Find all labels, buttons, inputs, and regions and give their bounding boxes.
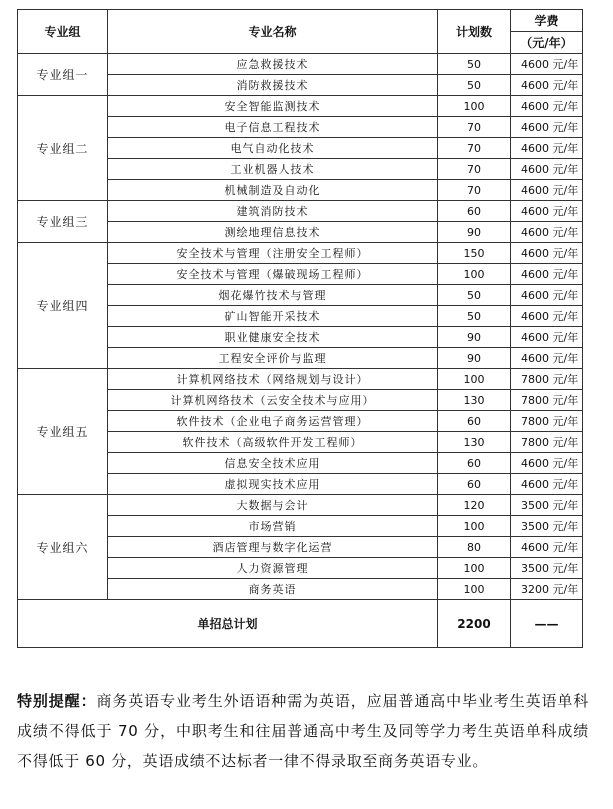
major-name-cell: 商务英语 (108, 579, 438, 600)
fee-cell: 7800 元/年 (511, 390, 583, 411)
fee-cell: 4600 元/年 (511, 243, 583, 264)
quota-cell: 50 (438, 75, 511, 96)
quota-cell: 90 (438, 222, 511, 243)
fee-cell: 4600 元/年 (511, 474, 583, 495)
major-name-cell: 测绘地理信息技术 (108, 222, 438, 243)
major-name-cell: 软件技术（高级软件开发工程师） (108, 432, 438, 453)
fee-cell: 4600 元/年 (511, 222, 583, 243)
fee-cell: 4600 元/年 (511, 201, 583, 222)
quota-cell: 100 (438, 558, 511, 579)
quota-cell: 100 (438, 579, 511, 600)
quota-cell: 120 (438, 495, 511, 516)
major-name-cell: 大数据与会计 (108, 495, 438, 516)
total-row (18, 600, 583, 648)
quota-cell: 90 (438, 348, 511, 369)
fee-cell: 4600 元/年 (511, 327, 583, 348)
fee-cell: 7800 元/年 (511, 369, 583, 390)
notice-text: 商务英语专业考生外语语种需为英语，应届普通高中毕业考生英语单科成绩不得低于 70 分，中职考生和往届普通高中考生及同等学力考生英语单科成绩不得低于 60 分，英语成绩不达标者一律不得录取至商务英语专业。 (17, 692, 589, 770)
major-name-cell: 安全智能监测技术 (108, 96, 438, 117)
major-name-cell: 人力资源管理 (108, 558, 438, 579)
fee-cell: 4600 元/年 (511, 306, 583, 327)
total-label: 单招总计划 (18, 600, 438, 648)
fee-cell: 4600 元/年 (511, 138, 583, 159)
fee-cell: 4600 元/年 (511, 453, 583, 474)
major-name-cell: 矿山智能开采技术 (108, 306, 438, 327)
fee-cell: 4600 元/年 (511, 96, 583, 117)
table-row (18, 201, 583, 222)
notice-label: 特别提醒： (17, 692, 97, 710)
table-row (18, 243, 583, 264)
total-fee: —— (511, 600, 583, 648)
group-name-cell: 专业组四 (18, 243, 108, 369)
table-row (18, 54, 583, 75)
fee-cell: 3200 元/年 (511, 579, 583, 600)
table-row (18, 369, 583, 390)
quota-cell: 150 (438, 243, 511, 264)
header-quota: 计划数 (438, 10, 511, 54)
major-name-cell: 安全技术与管理（注册安全工程师） (108, 243, 438, 264)
major-name-cell: 工程安全评价与监理 (108, 348, 438, 369)
quota-cell: 130 (438, 390, 511, 411)
major-name-cell: 安全技术与管理（爆破现场工程师） (108, 264, 438, 285)
quota-cell: 60 (438, 474, 511, 495)
fee-cell: 7800 元/年 (511, 411, 583, 432)
major-name-cell: 职业健康安全技术 (108, 327, 438, 348)
fee-cell: 4600 元/年 (511, 285, 583, 306)
major-name-cell: 机械制造及自动化 (108, 180, 438, 201)
table-body (18, 54, 583, 600)
quota-cell: 50 (438, 285, 511, 306)
total-quota: 2200 (438, 600, 511, 648)
quota-cell: 130 (438, 432, 511, 453)
major-name-cell: 应急救援技术 (108, 54, 438, 75)
major-name-cell: 市场营销 (108, 516, 438, 537)
header-group: 专业组 (18, 10, 108, 54)
quota-cell: 60 (438, 453, 511, 474)
quota-cell: 90 (438, 327, 511, 348)
major-name-cell: 信息安全技术应用 (108, 453, 438, 474)
quota-cell: 50 (438, 54, 511, 75)
major-name-cell: 虚拟现实技术应用 (108, 474, 438, 495)
major-name-cell: 电气自动化技术 (108, 138, 438, 159)
table-header (18, 10, 583, 54)
quota-cell: 60 (438, 201, 511, 222)
table-row (18, 495, 583, 516)
quota-cell: 100 (438, 96, 511, 117)
quota-cell: 100 (438, 369, 511, 390)
quota-cell: 60 (438, 411, 511, 432)
major-name-cell: 电子信息工程技术 (108, 117, 438, 138)
major-name-cell: 消防救援技术 (108, 75, 438, 96)
group-name-cell: 专业组三 (18, 201, 108, 243)
major-name-cell: 建筑消防技术 (108, 201, 438, 222)
quota-cell: 70 (438, 138, 511, 159)
fee-cell: 4600 元/年 (511, 537, 583, 558)
fee-cell: 4600 元/年 (511, 180, 583, 201)
major-name-cell: 计算机网络技术（云安全技术与应用） (108, 390, 438, 411)
fee-cell: 4600 元/年 (511, 54, 583, 75)
quota-cell: 100 (438, 264, 511, 285)
quota-cell: 100 (438, 516, 511, 537)
header-fee: 学费 (511, 10, 583, 32)
table-row (18, 96, 583, 117)
major-name-cell: 计算机网络技术（网络规划与设计） (108, 369, 438, 390)
fee-cell: 4600 元/年 (511, 264, 583, 285)
quota-cell: 70 (438, 180, 511, 201)
fee-cell: 4600 元/年 (511, 348, 583, 369)
major-name-cell: 烟花爆竹技术与管理 (108, 285, 438, 306)
fee-cell: 4600 元/年 (511, 117, 583, 138)
fee-cell: 3500 元/年 (511, 558, 583, 579)
group-name-cell: 专业组二 (18, 96, 108, 201)
enrollment-plan-table (17, 9, 583, 648)
fee-cell: 7800 元/年 (511, 432, 583, 453)
fee-cell: 3500 元/年 (511, 495, 583, 516)
major-name-cell: 工业机器人技术 (108, 159, 438, 180)
quota-cell: 70 (438, 159, 511, 180)
group-name-cell: 专业组五 (18, 369, 108, 495)
quota-cell: 50 (438, 306, 511, 327)
major-name-cell: 酒店管理与数字化运营 (108, 537, 438, 558)
quota-cell: 70 (438, 117, 511, 138)
fee-cell: 3500 元/年 (511, 516, 583, 537)
group-name-cell: 专业组六 (18, 495, 108, 600)
major-name-cell: 软件技术（企业电子商务运营管理） (108, 411, 438, 432)
group-name-cell: 专业组一 (18, 54, 108, 96)
header-major: 专业名称 (108, 10, 438, 54)
fee-cell: 4600 元/年 (511, 75, 583, 96)
quota-cell: 80 (438, 537, 511, 558)
fee-cell: 4600 元/年 (511, 159, 583, 180)
special-notice (17, 686, 589, 776)
header-fee-unit: （元/年） (511, 32, 583, 54)
